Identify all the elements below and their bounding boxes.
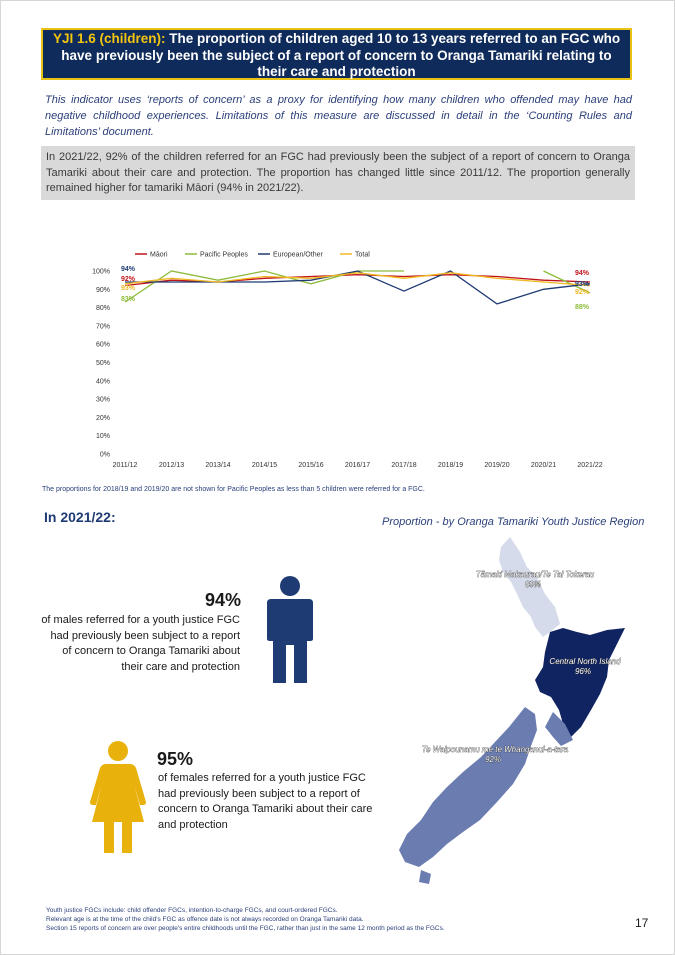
x-tick-label: 2012/13 (158, 462, 185, 469)
start-data-label: 83% (121, 296, 136, 303)
indicator-title-box (41, 28, 632, 80)
chart-series (125, 271, 590, 304)
y-tick-label: 10% (95, 433, 110, 441)
y-tick-label: 60% (95, 341, 110, 349)
y-tick-label: 50% (95, 360, 110, 367)
y-tick-label: 100% (92, 268, 110, 276)
x-tick-label: 2019/20 (484, 462, 510, 469)
in-year-heading: In 2021/22: (44, 509, 116, 525)
male-description: of males referred for a youth justice FGC had previously been subject to a report of concern to Oranga Tamariki about their care and protection (41, 614, 240, 673)
female-description: of females referred for a youth justice FGC had previously been subject to a report of concern to Oranga Tamariki about their care and protection (158, 772, 373, 831)
male-figure-icon (265, 575, 315, 685)
male-percentage: 94% (205, 590, 242, 610)
legend-entry: Māori (150, 251, 168, 259)
footnote: Youth justice FGCs include: child offender FGCs, intention-to-charge FGCs, and court-ordered FGCs. (46, 907, 338, 914)
x-tick-label: 2014/15 (251, 462, 278, 469)
legend-entry: Pacific Peoples (200, 251, 248, 259)
intro-paragraph: This indicator uses ‘reports of concern’ as a proxy for identifying how many children who offended may have had negative childhood experiences. Limitations of this measure are discussed in detail in the ‘Counting Rules and Limitations’ document. (45, 94, 632, 138)
nz-region-map (385, 532, 655, 892)
x-tick-label: 2013/14 (205, 462, 231, 469)
indicator-code: YJI 1.6 (children): (52, 31, 166, 46)
x-tick-label: 2017/18 (391, 462, 417, 469)
page-number: 17 (635, 916, 649, 930)
chart-x-axis (113, 462, 603, 469)
x-tick-label: 2020/21 (530, 462, 557, 469)
chart-note: The proportions for 2018/19 and 2019/20 are not shown for Pacific Peoples as less than 5 children were referred for a FGC. (42, 486, 425, 493)
y-tick-label: 80% (95, 305, 110, 313)
footnotes (46, 906, 445, 933)
end-data-label: 93% (575, 281, 590, 288)
y-tick-label: 0% (99, 451, 110, 459)
x-tick-label: 2021/22 (577, 462, 603, 469)
y-tick-label: 30% (95, 396, 110, 404)
x-tick-label: 2016/17 (344, 462, 371, 469)
region-percentage: 96% (574, 667, 592, 676)
x-tick-label: 2018/19 (437, 462, 464, 469)
region-label: Tāmaki Makaurau/Te Tai Tokerau (475, 570, 595, 579)
chart-legend (135, 252, 370, 259)
start-data-label: 94% (121, 266, 136, 273)
end-data-label: 94% (575, 270, 590, 277)
y-tick-label: 70% (95, 323, 110, 331)
legend-entry: European/Other (273, 251, 323, 259)
region-map-title: Proportion - by Oranga Tamariki Youth Justice Region (382, 516, 645, 528)
start-data-label: 92% (121, 276, 136, 283)
region-percentage: 92% (484, 755, 502, 764)
series-line-pacific-peoples (125, 271, 590, 302)
region-percentage: 89% (524, 580, 542, 589)
footnote: Section 15 reports of concern are over people's entire childhoods until the FGC, rather than just in the same 12 month period as the FGCs. (46, 925, 445, 932)
legend-entry: Total (355, 251, 370, 259)
female-percentage: 95% (157, 749, 194, 769)
y-tick-label: 20% (95, 414, 110, 422)
indicator-title: The proportion of children aged 10 to 13 years referred to an FGC who have previously been the subject of a report of concern to Oranga Tamariki relating to their care and protection (61, 31, 621, 79)
end-data-label: 88% (575, 304, 590, 311)
start-data-label: 93% (121, 285, 136, 292)
y-tick-label: 40% (95, 378, 110, 386)
end-data-label: 92% (575, 289, 590, 296)
summary-box: In 2021/22, 92% of the children referred for an FGC had previously been the subject of a report of concern to Oranga Tamariki about their care and protection. The proportion has changed little since 2011/12. The proportion generally remained higher for tamariki Māori (94% in 2021/22). (41, 146, 635, 200)
line-chart (80, 240, 625, 480)
x-tick-label: 2011/12 (112, 462, 138, 469)
region-label: Central North Island (549, 657, 621, 666)
region-label: Te Waipounamu me te Whanganui-a-tara (421, 745, 569, 754)
y-tick-label: 90% (95, 286, 110, 294)
chart-y-axis (92, 269, 110, 459)
footnote: Relevant age is at the time of the child's FGC as offence date is not always recorded on Oranga Tamariki data. (46, 916, 364, 923)
x-tick-label: 2015/16 (298, 462, 324, 469)
female-figure-icon (88, 740, 148, 855)
